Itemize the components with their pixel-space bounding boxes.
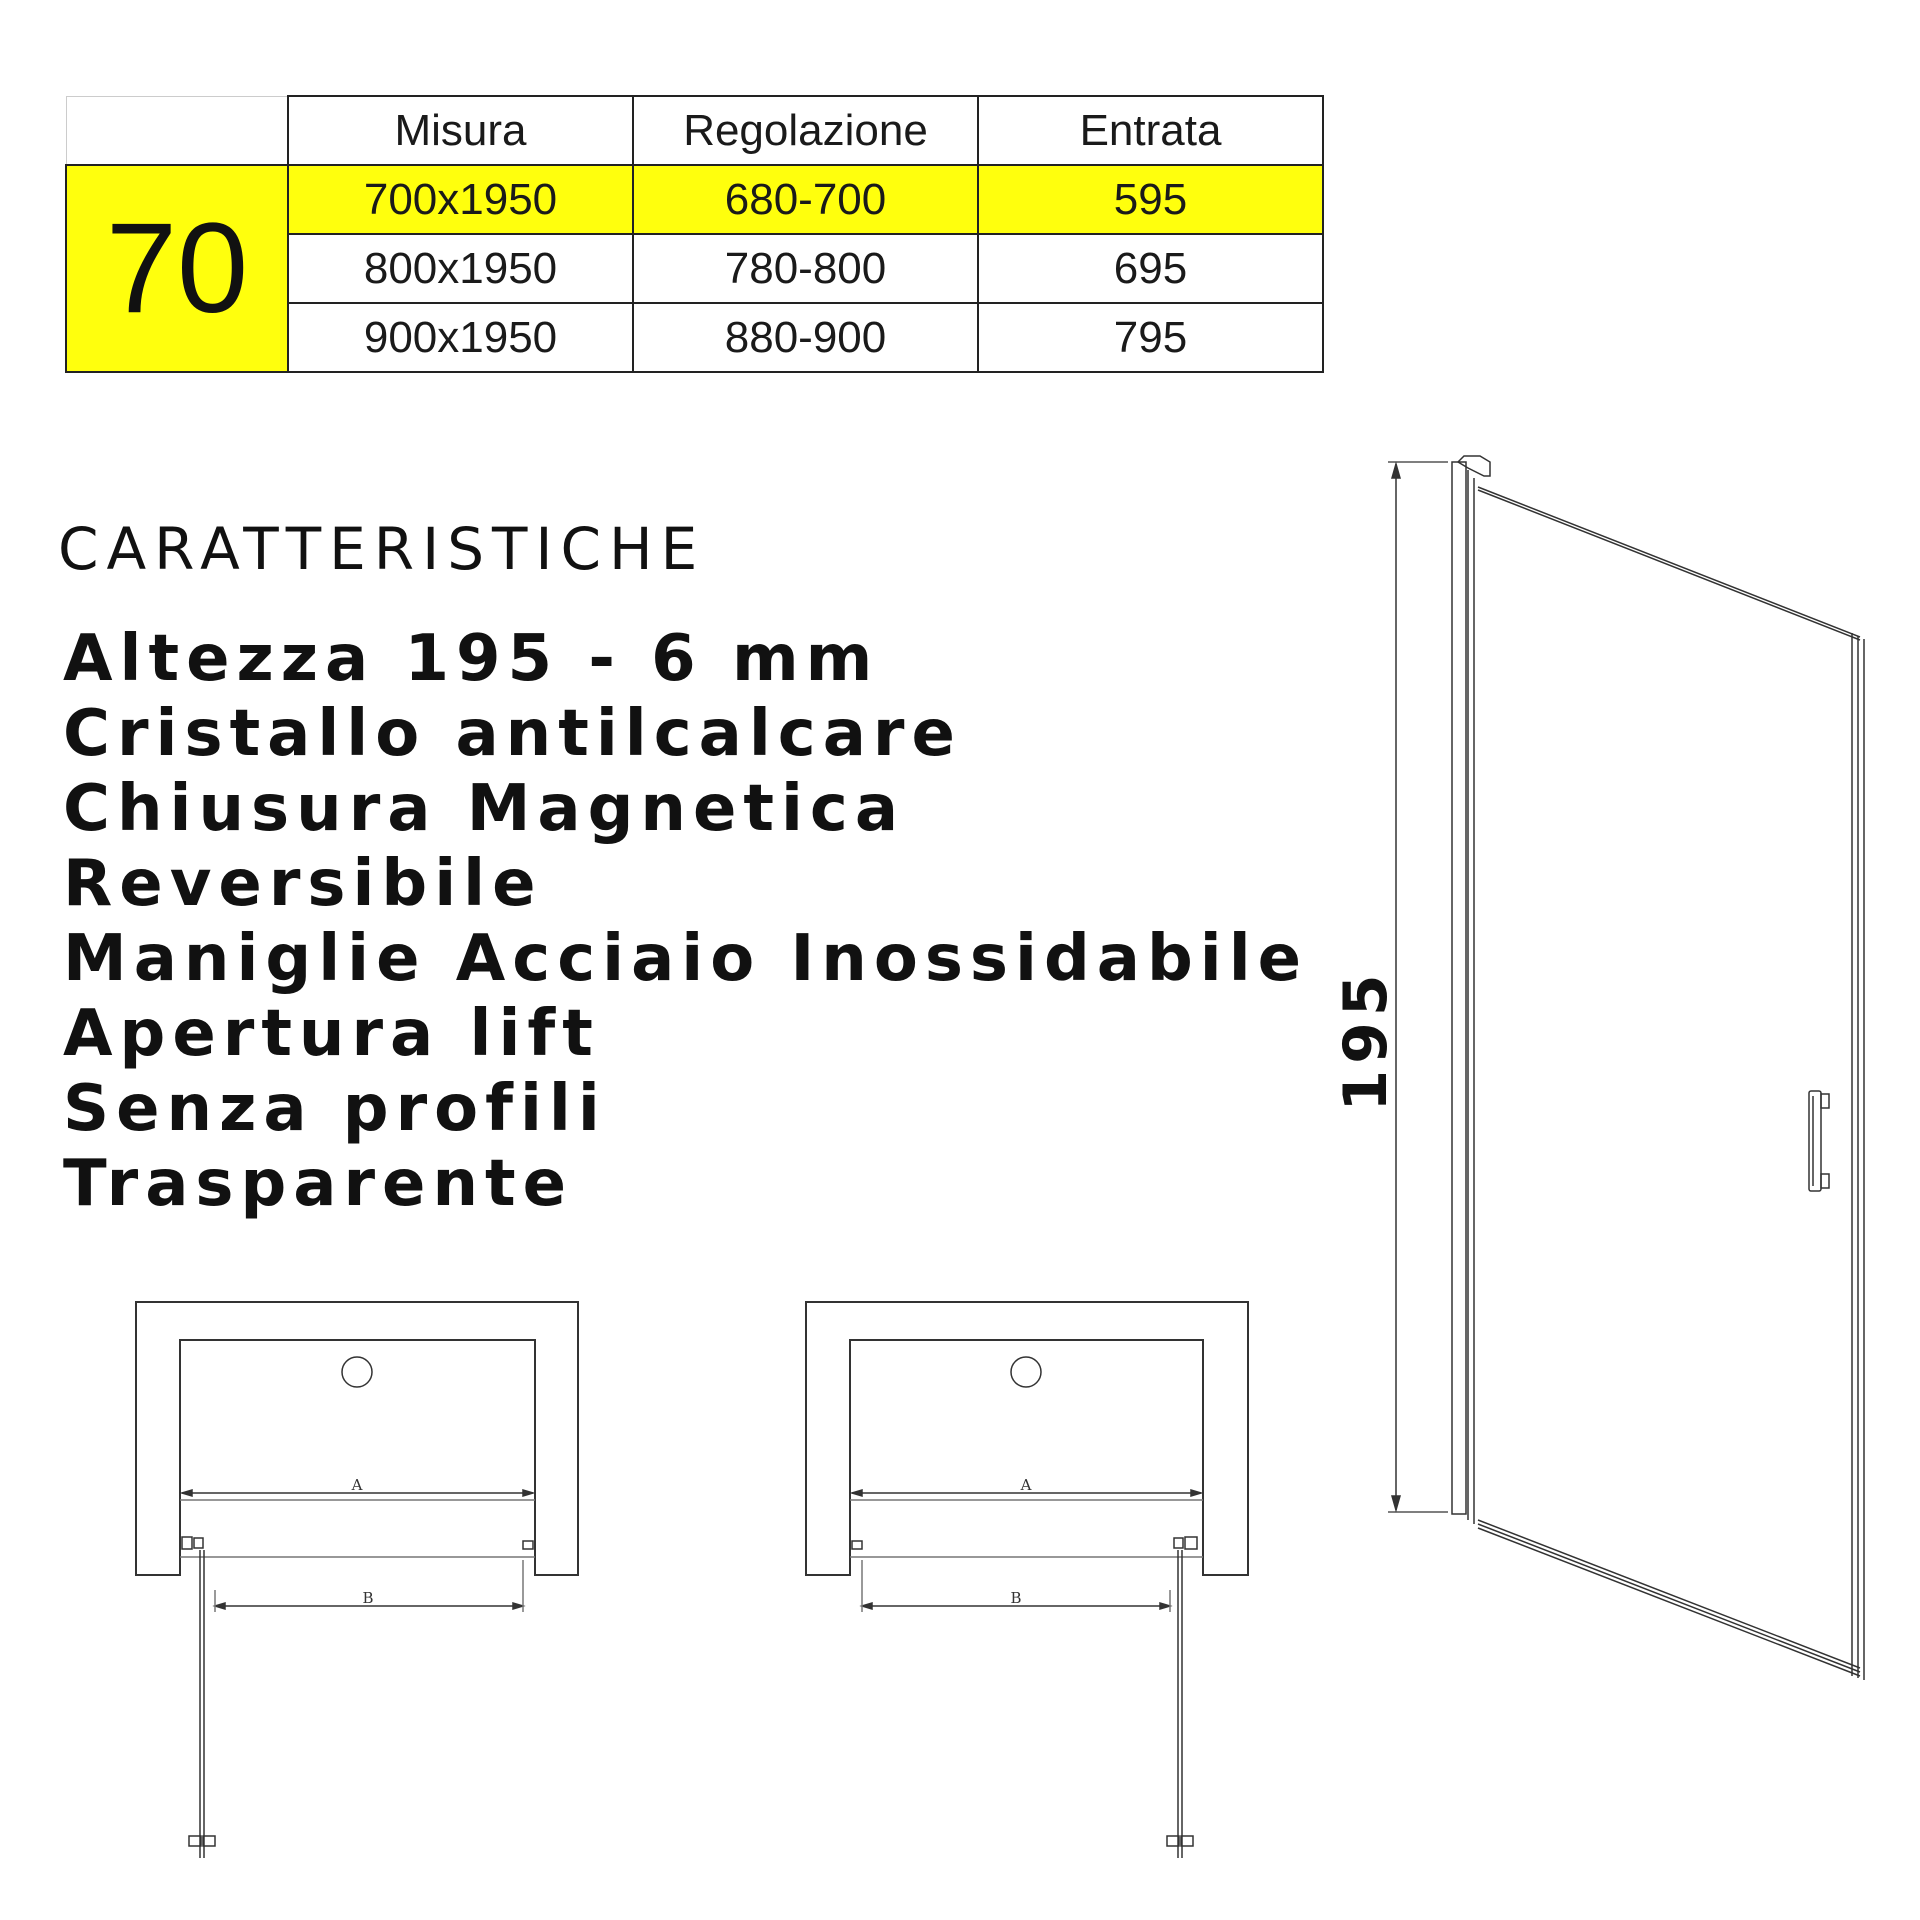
drain-icon (342, 1357, 372, 1387)
cell-misura: 800x1950 (288, 234, 633, 303)
feature-item: Senza profili (63, 1072, 607, 1146)
handle-icon (1809, 1091, 1829, 1191)
cell-misura: 700x1950 (288, 165, 633, 234)
cell-entrata: 695 (978, 234, 1323, 303)
cell-misura: 900x1950 (288, 303, 633, 372)
cell-regolazione: 680-700 (633, 165, 978, 234)
header-entrata: Entrata (978, 96, 1323, 165)
cell-entrata: 595 (978, 165, 1323, 234)
drain-icon (1011, 1357, 1041, 1387)
dimension-label-b: B (1010, 1589, 1022, 1607)
cell-regolazione: 880-900 (633, 303, 978, 372)
door-elevation (1331, 456, 1864, 1680)
feature-item: Apertura lift (63, 997, 600, 1071)
feature-item: Altezza 195 - 6 mm (63, 622, 880, 696)
feature-item: Cristallo antilcalcare (63, 697, 962, 771)
feature-item: Trasparente (63, 1147, 573, 1221)
height-dimension-label: 195 (1331, 968, 1401, 1112)
plan-view-right (806, 1302, 1248, 1858)
cell-regolazione: 780-800 (633, 234, 978, 303)
model-number: 70 (66, 165, 288, 372)
feature-item: Maniglie Acciaio Inossidabile (63, 922, 1309, 996)
header-misura: Misura (288, 96, 633, 165)
cell-entrata: 795 (978, 303, 1323, 372)
dimension-label-b: B (362, 1589, 374, 1607)
header-regolazione: Regolazione (633, 96, 978, 165)
features-title: CARATTERISTICHE (58, 515, 706, 583)
dimension-label-a: A (1020, 1476, 1032, 1494)
dimension-label-a: A (351, 1476, 363, 1494)
feature-item: Chiusura Magnetica (63, 772, 906, 846)
feature-item: Reversibile (63, 847, 543, 921)
plan-view-left (136, 1302, 578, 1858)
